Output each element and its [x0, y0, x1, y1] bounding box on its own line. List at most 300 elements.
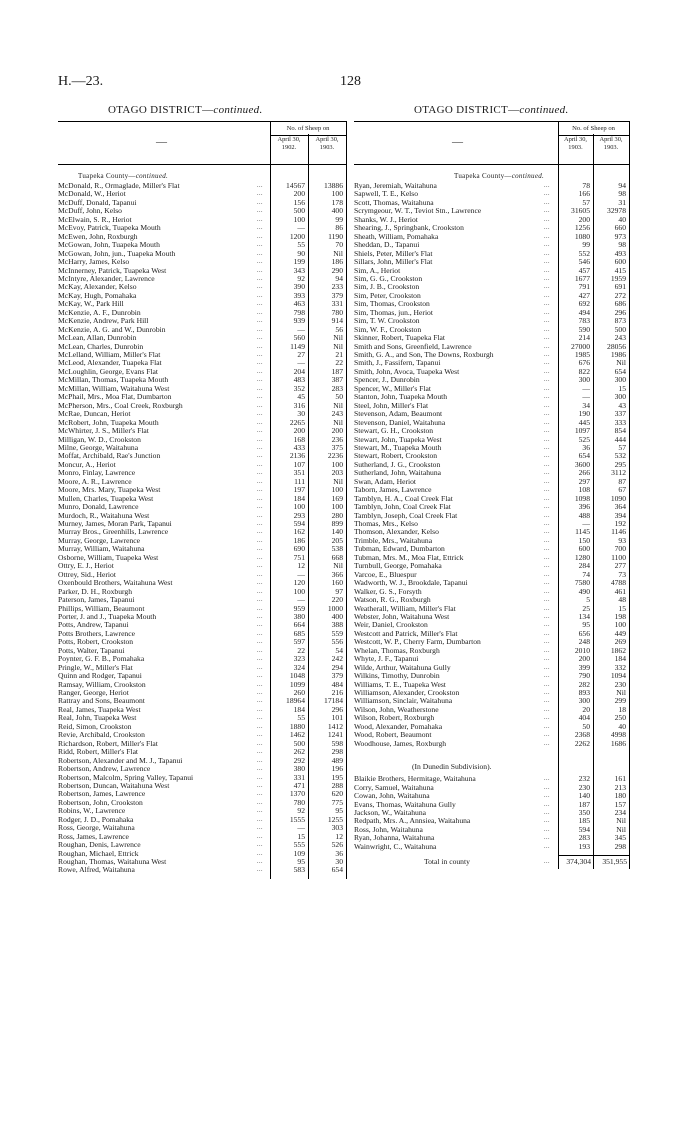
sheep-count-1903: 57	[618, 442, 626, 452]
owner-name: Wainwright, C., Waitahuna	[354, 842, 437, 851]
owner-name: Robertson, Alexander and M. J., Tapanui	[58, 756, 183, 765]
total-1903: 351,955	[602, 857, 627, 867]
sheep-count-1903: 186	[331, 257, 343, 267]
leader-dots: ...	[257, 537, 263, 544]
sheep-count-1902: 471	[293, 780, 305, 790]
leader-dots: ...	[544, 284, 550, 291]
sheep-count-1902: 120	[293, 578, 305, 588]
leader-dots: ...	[257, 681, 263, 688]
sheep-count-1903: 691	[614, 282, 626, 292]
sheep-count-1902: 232	[578, 774, 590, 784]
sheep-count-1903: Nil	[333, 248, 343, 258]
sheep-count-1902: 490	[578, 586, 590, 596]
sheep-count-1903: 200	[331, 426, 343, 436]
owner-name: Cowan, John, Waitahuna	[354, 792, 430, 801]
sheep-count-1903: 31	[618, 197, 626, 207]
sheep-count-1902: 100	[293, 502, 305, 512]
sheep-count-1902: 656	[578, 628, 590, 638]
owner-name: McInnerney, Patrick, Tuapeka West	[58, 266, 167, 275]
sheep-count-1902: —	[582, 383, 590, 393]
owner-name: Scott, Thomas, Waitahuna	[354, 198, 434, 207]
owner-name: Williams, T. E., Tuapeka West	[354, 680, 446, 689]
owner-name: Sheddan, D., Tapanui	[354, 241, 420, 250]
sheep-count-1903: 337	[614, 409, 626, 419]
leader-dots: ...	[257, 622, 263, 629]
sheep-count-1903: 526	[331, 840, 343, 850]
leader-dots: ...	[257, 385, 263, 392]
sheep-count-1902: 186	[293, 535, 305, 545]
leader-dots: ...	[257, 749, 263, 756]
owner-name: Stevenson, Daniel, Waitahuna	[354, 418, 446, 427]
leader-dots: ...	[257, 529, 263, 536]
sheep-count-1903: 169	[331, 493, 343, 503]
sheep-count-1902: 150	[578, 535, 590, 545]
owner-name: Wilson, John, Weatherstone	[354, 705, 439, 714]
owner-name: Sim, G. G., Crookston	[354, 274, 423, 283]
sheep-count-1903: 375	[331, 442, 343, 452]
sheep-count-1903: 394	[614, 510, 626, 520]
sheep-count-1903: 40	[618, 721, 626, 731]
sheep-count-1902: 560	[293, 333, 305, 343]
sheep-count-1902: 74	[582, 569, 590, 579]
right-col2-line2: 1903.	[603, 144, 619, 151]
leader-dots: ...	[544, 275, 550, 282]
sheep-count-1903: 1241	[327, 730, 343, 740]
owner-name: Sutherland, John, Waitahuna	[354, 469, 441, 478]
leader-dots: ...	[544, 639, 550, 646]
leader-dots: ...	[257, 690, 263, 696]
leader-dots: ...	[544, 487, 550, 494]
leader-dots: ...	[257, 859, 263, 865]
leader-dots: ...	[257, 715, 263, 722]
sheep-count-1902: 600	[578, 544, 590, 554]
leader-dots: ...	[544, 588, 550, 595]
leader-dots: ...	[257, 275, 263, 282]
sheep-count-1903: 538	[331, 544, 343, 554]
sheep-count-1903: 86	[335, 223, 343, 233]
sheep-count-1903: 101	[331, 713, 343, 723]
leader-dots: ...	[544, 250, 550, 257]
sheep-count-1902: 25	[582, 603, 590, 613]
sheep-count-1902: 55	[297, 240, 305, 250]
total-row	[354, 858, 629, 866]
sheep-count-1903: Nil	[333, 341, 343, 351]
leader-dots: ...	[544, 360, 550, 367]
sheep-count-1902: 350	[578, 807, 590, 817]
owner-name: Thomson, Alexander, Kelso	[354, 528, 439, 537]
owner-name: Smith, J., Fassifern, Tapanui	[354, 359, 441, 368]
owner-name: Rattray and Sons, Beaumont	[58, 697, 145, 706]
sheep-count-1903: 21	[335, 350, 343, 359]
owner-name: Sim, Thomas, Crookston	[354, 300, 430, 309]
sheep-count-1903: 1100	[611, 552, 626, 562]
leader-dots: ...	[257, 782, 263, 789]
leader-dots: ...	[257, 698, 263, 705]
owner-name: Roughan, Denis, Lawrence	[58, 841, 141, 850]
leader-dots: ...	[257, 326, 263, 333]
sheep-count-1902: 433	[293, 442, 305, 452]
leader-dots: ...	[544, 259, 550, 266]
leader-dots: ...	[544, 715, 550, 722]
leader-dots: ...	[257, 791, 263, 798]
sheep-count-1902: 55	[297, 713, 305, 723]
leader-dots: ...	[544, 613, 550, 620]
sheep-count-1903: Nil	[333, 417, 343, 427]
sheep-count-1903: 1146	[611, 527, 626, 537]
sheep-count-1902: 199	[293, 257, 305, 267]
leader-dots: ...	[257, 563, 263, 570]
leader-dots: ...	[257, 816, 263, 823]
leader-dots: ...	[544, 732, 550, 739]
sheep-count-1902: 751	[293, 552, 305, 562]
sheep-count-1903: 290	[331, 265, 343, 275]
owner-name: Turnbull, George, Pomahaka	[354, 562, 442, 571]
sheep-count-1902: 27	[297, 350, 305, 359]
leader-dots: ...	[257, 495, 263, 502]
sheep-count-1903: 332	[614, 662, 626, 672]
sheep-count-1903: 213	[614, 782, 626, 792]
leader-dots: ...	[257, 318, 263, 325]
sheep-count-1902: 27000	[571, 341, 590, 351]
sheep-count-1902: 590	[578, 324, 590, 334]
owner-name: Sutherland, J. G., Crookston	[354, 460, 441, 469]
leader-dots: ...	[544, 706, 550, 713]
left-name-column-header: —	[156, 136, 167, 148]
sheep-count-1903: 67	[618, 485, 626, 495]
leader-dots: ...	[257, 191, 263, 198]
leader-dots: ...	[257, 723, 263, 730]
sheep-count-1902: 140	[578, 791, 590, 801]
leader-dots: ...	[544, 647, 550, 654]
sheep-count-1903: 598	[331, 738, 343, 748]
sheep-count-1902: 57	[582, 197, 590, 207]
leader-dots: ...	[544, 776, 550, 783]
sheep-count-1903: 660	[614, 223, 626, 233]
owner-name: McRobert, John, Tuapeka Mouth	[58, 418, 159, 427]
sheep-count-1902: 230	[578, 782, 590, 792]
sheep-count-1902: 200	[578, 654, 590, 664]
left-col1-line2: 1902.	[281, 144, 297, 151]
sheep-count-1902: 1080	[574, 231, 590, 241]
leader-dots: ...	[544, 199, 550, 206]
sheep-count-1903: 333	[614, 417, 626, 427]
sheep-count-1902: 1099	[289, 679, 305, 689]
leader-dots: ...	[544, 664, 550, 671]
sheep-count-1903: 93	[618, 535, 626, 545]
sheep-count-1902: 168	[293, 434, 305, 444]
sheep-count-1902: 7580	[574, 578, 590, 588]
leader-dots: ...	[544, 835, 550, 842]
owner-name: Potts Brothers, Lawrence	[58, 629, 135, 638]
owner-name: Tamblyn, Joseph, Coal Creek Flat	[354, 511, 458, 520]
leader-dots: ...	[544, 801, 550, 808]
sheep-count-1902: 262	[293, 747, 305, 757]
owner-name: Weatherall, William, Miller's Flat	[354, 604, 456, 613]
leader-dots: ...	[544, 242, 550, 249]
sheep-count-1903: 415	[614, 265, 626, 275]
leader-dots: ...	[544, 233, 550, 240]
sheep-count-1903: 295	[614, 459, 626, 469]
sheep-count-1902: 1256	[574, 223, 590, 233]
leader-dots: ...	[257, 740, 263, 747]
leader-dots: ...	[544, 183, 550, 189]
sheep-count-1902: 488	[578, 510, 590, 520]
sheep-count-1903: 484	[331, 679, 343, 689]
sheep-count-1903: 196	[331, 764, 343, 774]
owner-name: Scrymgeour, W. T., Teviot Stn., Lawrence	[354, 207, 482, 216]
sheep-count-1902: 1280	[574, 552, 590, 562]
owner-name: Moncur, A., Heriot	[58, 460, 116, 469]
sheep-count-1902: 292	[293, 755, 305, 765]
owner-name: Monro, Finlay, Lawrence	[58, 469, 136, 478]
owner-name: Rodger, J. D., Pomahaka	[58, 815, 134, 824]
sheep-count-1903: 780	[331, 307, 343, 317]
sheep-count-1903: 12	[335, 831, 343, 841]
left-year-1902-header	[270, 136, 308, 152]
owner-name: Swan, Adam, Heriot	[354, 477, 417, 486]
sheep-count-1903: 234	[614, 807, 626, 817]
owner-name: McLean, Charles, Dunrobin	[58, 342, 144, 351]
leader-dots: ...	[544, 436, 550, 443]
sheep-count-1902: 283	[578, 833, 590, 843]
leader-dots: ...	[257, 808, 263, 815]
leader-dots: ...	[257, 833, 263, 840]
owner-name: Wood, Alexander, Pomahaka	[354, 722, 443, 731]
sheep-count-1902: 214	[578, 333, 590, 343]
owner-name: Tubman, Mrs. M., Moa Flat, Ettrick	[354, 553, 464, 562]
owner-name: Spencer, W., Miller's Flat	[354, 384, 431, 393]
sheep-count-1902: 2262	[574, 738, 590, 748]
sheep-count-1903: 48	[618, 595, 626, 605]
owner-name: McDuff, Donald, Tapanui	[58, 198, 137, 207]
owner-name: Robertson, James, Lawrence	[58, 790, 146, 799]
right-district-title-continued: continued.	[519, 104, 569, 116]
owner-name: Potts, Walter, Tapanui	[58, 646, 125, 655]
sheep-count-1903: 500	[614, 324, 626, 334]
leader-dots: ...	[544, 859, 550, 866]
sheep-count-1902: 692	[578, 299, 590, 309]
sheep-count-1903: 178	[331, 197, 343, 207]
left-year-1903-header	[308, 136, 346, 152]
leader-dots: ...	[257, 521, 263, 527]
owner-name: Trimble, Mrs., Waitahuna	[354, 536, 433, 545]
sheep-count-1903: 100	[331, 459, 343, 469]
sheep-count-1902: 78	[582, 181, 590, 190]
document-reference: H.—23.	[58, 74, 104, 89]
sheep-count-1902: 780	[293, 797, 305, 807]
owner-name: Westcott and Patrick, Miller's Flat	[354, 629, 458, 638]
leader-dots: ...	[257, 394, 263, 401]
leader-dots: ...	[257, 580, 263, 587]
sheep-count-1903: 180	[614, 791, 626, 801]
sheep-count-1902: 1555	[289, 814, 305, 824]
sheep-count-1902: 108	[578, 485, 590, 495]
page-number: 128	[340, 74, 361, 89]
sheep-count-1902: 31605	[571, 206, 590, 216]
sheep-count-1902: —	[297, 324, 305, 334]
sheep-count-1902: 100	[293, 214, 305, 224]
leader-dots: ...	[544, 740, 550, 747]
owner-name: Stewart, M., Tuapeka Mouth	[354, 443, 442, 452]
leader-dots: ...	[257, 411, 263, 418]
sheep-count-1902: 200	[578, 214, 590, 224]
sheep-count-1902: 1677	[574, 273, 590, 283]
leader-dots: ...	[544, 394, 550, 401]
sheep-count-1903: 364	[614, 502, 626, 512]
sheep-count-1903: Nil	[333, 333, 343, 343]
leader-dots: ...	[257, 183, 263, 189]
sheep-count-1902: 190	[578, 409, 590, 419]
sheep-count-1903: 400	[331, 206, 343, 216]
sheep-count-1903: 140	[331, 527, 343, 537]
sheep-count-1903: 489	[331, 755, 343, 765]
owner-name: McEwen, John, Roxburgh	[58, 232, 138, 241]
leader-dots: ...	[544, 793, 550, 800]
sheep-count-1902: 2010	[574, 645, 590, 655]
owner-name: McKay, Alexander, Kelso	[58, 283, 137, 292]
sheep-count-1903: 400	[331, 611, 343, 621]
leader-dots: ...	[544, 563, 550, 570]
sheep-count-1903: 331	[331, 299, 343, 309]
leader-dots: ...	[544, 495, 550, 502]
sheep-count-1902: 399	[578, 662, 590, 672]
sheep-count-1903: 1094	[610, 671, 626, 681]
sheep-count-1902: 90	[297, 248, 305, 258]
sheep-count-1902: 197	[293, 485, 305, 495]
sheep-count-1903: 283	[331, 383, 343, 393]
leader-dots: ...	[544, 309, 550, 316]
owner-name: Redpath, Mrs. A., Annsiea, Waitahuna	[354, 817, 471, 826]
owner-name: McWhirter, J. S., Miller's Flat	[58, 427, 149, 436]
sheep-count-1903: 700	[614, 544, 626, 554]
sheep-count-1902: 300	[578, 375, 590, 385]
owner-name: Robertson, Duncan, Waitahuna West	[58, 781, 170, 790]
owner-name: Skinner, Robert, Tuapeka Flat	[354, 334, 446, 343]
owner-name: Taborn, James, Lawrence	[354, 486, 432, 495]
sheep-count-1902: 12	[297, 561, 305, 571]
owner-name: Stewart, G. H., Crookston	[354, 427, 434, 436]
owner-name: Murdoch, R., Waitahuna West	[58, 511, 150, 520]
leader-dots: ...	[257, 766, 263, 773]
owner-name: Robertson, Malcolm, Spring Valley, Tapanui	[58, 773, 194, 782]
sheep-count-1902: 343	[293, 265, 305, 275]
leader-dots: ...	[544, 529, 550, 536]
sheep-count-1902: 594	[578, 824, 590, 834]
leader-dots: ...	[257, 630, 263, 637]
sheep-count-1902: 798	[293, 307, 305, 317]
owner-name: Robertson, John, Crookston	[58, 798, 143, 807]
leader-dots: ...	[257, 639, 263, 646]
owner-name: Whelan, Thomas, Roxburgh	[354, 646, 440, 655]
sheep-count-1902: 323	[293, 654, 305, 664]
owner-name: Quinn and Rodger, Tapanui	[58, 672, 142, 681]
owner-name: Smith, John, Avoca, Tuapeka West	[354, 367, 460, 376]
sheep-count-1902: 99	[582, 240, 590, 250]
sheep-count-1902: —	[297, 595, 305, 605]
leader-dots: ...	[544, 352, 550, 358]
left-col2-line2: 1903.	[319, 144, 335, 151]
sheep-count-1902: 200	[293, 426, 305, 436]
sheep-count-1903: 160	[331, 578, 343, 588]
sheep-count-1902: 2136	[289, 451, 305, 461]
sheep-count-1903: 161	[614, 774, 626, 784]
owner-name: Tamblyn, John, Coal Creek Flat	[354, 503, 451, 512]
leader-dots: ...	[544, 444, 550, 451]
sheep-count-1903: 3112	[611, 468, 626, 478]
owner-name: Evans, Thomas, Waitahuna Gully	[354, 800, 456, 809]
subdivision-heading: (In Dunedin Subdivision).	[412, 762, 492, 772]
owner-name: McKay, W., Park Hill	[58, 300, 124, 309]
left-table-row	[58, 866, 346, 874]
right-county-heading	[454, 172, 544, 180]
leader-dots: ...	[257, 335, 263, 342]
sheep-count-1903: 100	[331, 189, 343, 199]
leader-dots: ...	[257, 774, 263, 781]
sheep-count-1902: 525	[578, 434, 590, 444]
owner-name: Shanks, W. J., Heriot	[354, 215, 418, 224]
owner-name: Westcott, W. P., Cherry Farm, Dumbarton	[354, 638, 481, 647]
left-district-title: OTAGO DISTRICT—continued.	[108, 104, 263, 116]
sheep-count-1903: 56	[335, 324, 343, 334]
sheep-count-1903: 299	[614, 696, 626, 706]
sheep-count-1903: 28056	[607, 341, 626, 351]
owner-name: Real, James, Tuapeka West	[58, 705, 141, 714]
leader-dots: ...	[257, 867, 263, 874]
sheep-count-1903: 914	[331, 316, 343, 326]
sheep-count-1903: Nil	[333, 476, 343, 486]
owner-name: Robertson, Andrew, Lawrence	[58, 765, 151, 774]
sheep-count-1903: 973	[614, 231, 626, 241]
owner-name: Sim, W. F., Crookston	[354, 325, 422, 334]
sheep-count-1902: 594	[293, 519, 305, 528]
owner-name: Webster, John, Waitahuna West	[354, 612, 450, 621]
sheep-count-1902: 1145	[575, 527, 590, 537]
sheep-count-1902: 552	[578, 248, 590, 258]
sheep-count-1903: Nil	[616, 358, 626, 368]
owner-name: Corry, Samuel, Waitahuna	[354, 783, 434, 792]
owner-name: Weir, Daniel, Crookston	[354, 621, 428, 630]
owner-name: Stewart, Robert, Crookston	[354, 452, 438, 461]
owner-name: McEvoy, Patrick, Tuapeka Mouth	[58, 224, 161, 233]
owner-name: McKenzie, A. F., Dunrobin	[58, 308, 141, 317]
sheep-count-1902: 5	[586, 595, 590, 605]
sheep-count-1903: 95	[335, 806, 343, 816]
sheep-count-1903: 873	[614, 316, 626, 326]
leader-dots: ...	[544, 597, 550, 604]
owner-name: Ranger, George, Heriot	[58, 689, 129, 697]
sheep-count-1903: 195	[331, 772, 343, 782]
leader-dots: ...	[257, 309, 263, 316]
sheep-count-1902: 1985	[574, 350, 590, 359]
sheep-count-1903: 243	[331, 409, 343, 419]
owner-name: Williamson, Alexander, Crookston	[354, 689, 460, 697]
sheep-count-1903: 899	[331, 519, 343, 528]
owner-name: Ross, James, Lawrence	[58, 832, 129, 841]
leader-dots: ...	[257, 343, 263, 350]
leader-dots: ...	[257, 284, 263, 291]
owner-name: McPhail, Mrs., Moa Flat, Dumbarton	[58, 393, 172, 402]
sheep-count-1903: 99	[335, 214, 343, 224]
sheep-count-1903: 300	[614, 392, 626, 402]
sheep-count-1903: Nil	[333, 561, 343, 571]
right-col1-line1: April 30,	[563, 136, 588, 143]
owner-name: McLean, Allan, Dunrobin	[58, 334, 137, 343]
right-district-title-main: OTAGO DISTRICT	[414, 104, 509, 116]
right-col2-line1: April 30,	[599, 136, 623, 143]
leader-dots: ...	[257, 647, 263, 654]
leader-dots: ...	[544, 698, 550, 705]
leader-dots: ...	[257, 453, 263, 460]
